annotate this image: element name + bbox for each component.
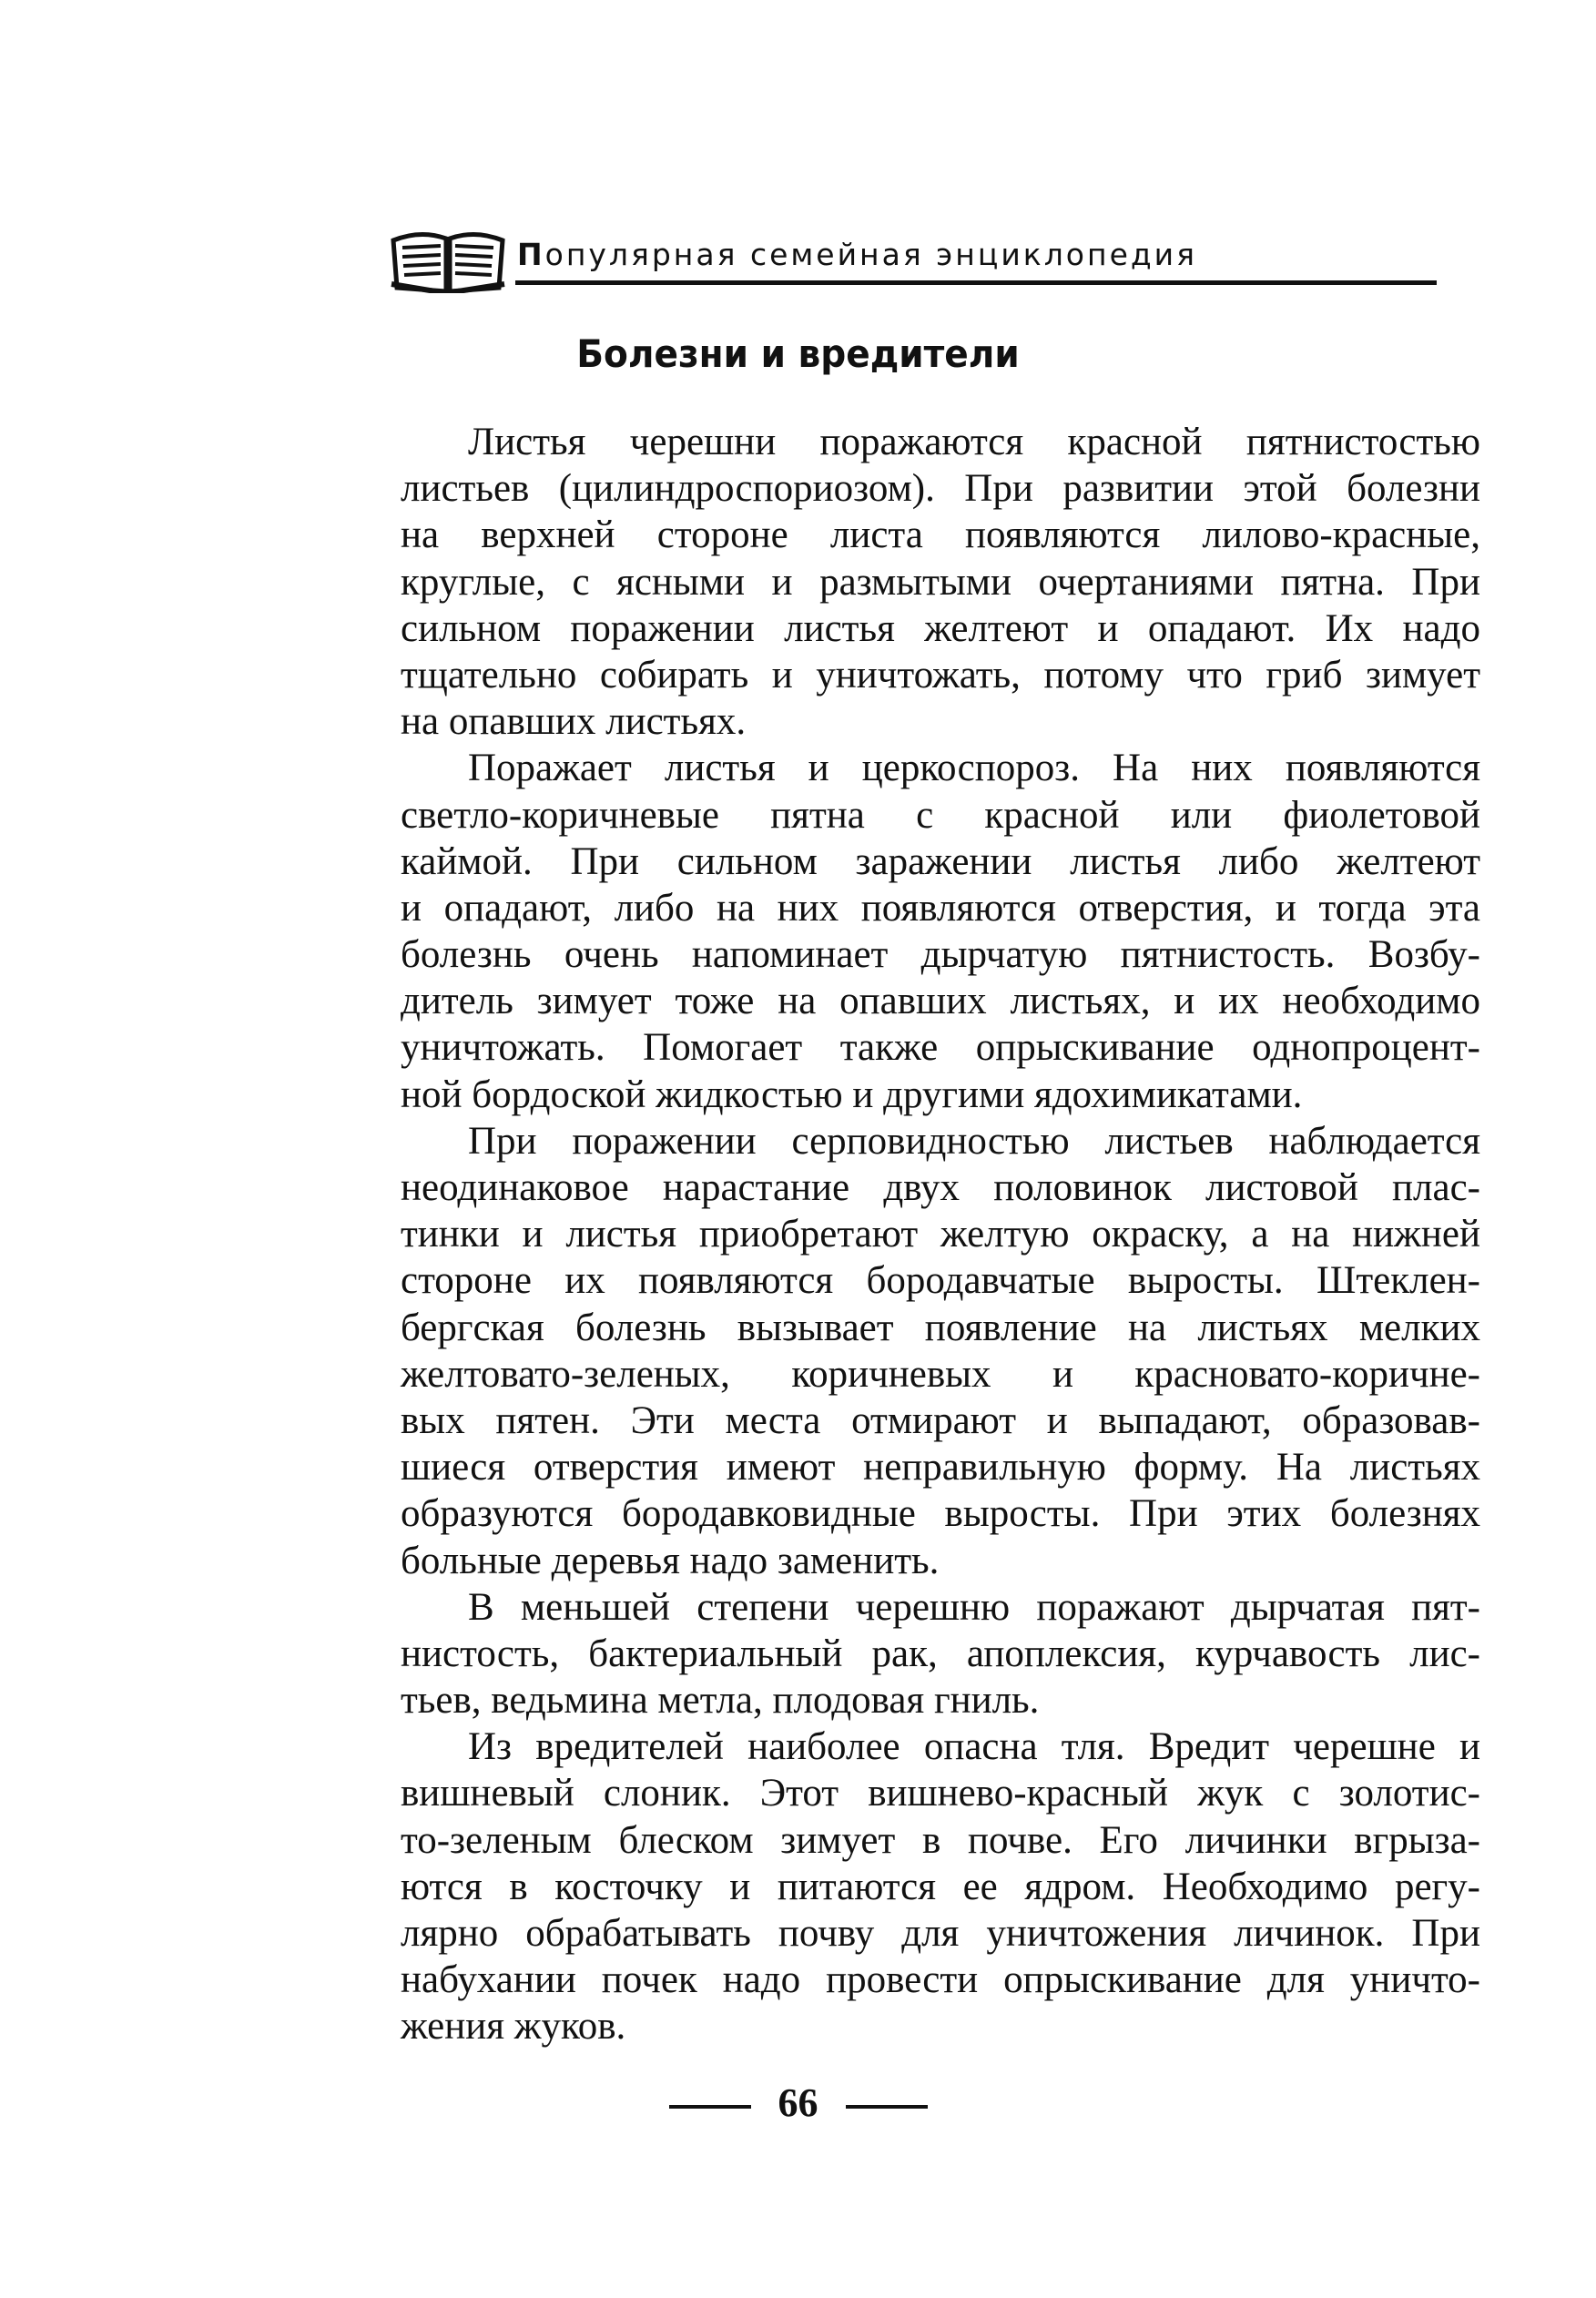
text-line: вых пятен. Эти места отмирают и выпадают, образовав-: [401, 1398, 1480, 1442]
page-footer: [0, 2079, 1596, 2126]
text-line: В меньшей степени черешню поражают дырчатая пят-: [468, 1585, 1480, 1629]
text-line: Поражает листья и церкоспороз. На них появляются: [468, 747, 1480, 790]
text-line: лярно обрабатывать почву для уничтожения личинок. При: [401, 1912, 1480, 1955]
footer-dash-left: [669, 2105, 751, 2109]
text-line: тщательно собирать и уничтожать, потому что гриб зимует: [401, 653, 1480, 697]
open-book-icon: [390, 228, 506, 293]
running-header: [390, 224, 1437, 297]
text-line: неодинаковое нарастание двух половинок листовой плас-: [401, 1166, 1480, 1209]
text-line: тьев, ведьмина метла, плодовая гниль.: [401, 1679, 1040, 1723]
page-number: 66: [778, 2080, 818, 2125]
text-line: желтовато-зеленых, коричневых и красновато-коричне-: [401, 1352, 1480, 1396]
text-line: тинки и листья приобретают желтую окраску, а на нижней: [401, 1213, 1480, 1256]
text-line: бергская болезнь вызывает появление на листьях мелких: [401, 1306, 1480, 1349]
paragraph: [401, 1584, 1480, 1724]
text-line: круглые, с ясными и размытыми очертаниями пятна. При: [401, 560, 1480, 604]
text-line: образуются бородавковидные выросты. При этих болезнях: [401, 1492, 1480, 1536]
text-line: Листья черешни поражаются красной пятнистостью: [468, 421, 1480, 463]
text-line: вишневый слоник. Этот вишнево-красный жук с золотис-: [401, 1772, 1480, 1815]
header-rule: [515, 280, 1437, 285]
text-line: ются в косточку и питаются ее ядром. Необходимо регу-: [401, 1865, 1480, 1908]
text-line: стороне их появляются бородавчатые выросты. Штеклен-: [401, 1259, 1480, 1303]
paragraph: [401, 419, 1480, 745]
text-line: шиеся отверстия имеют неправильную форму. На листьях: [401, 1446, 1480, 1490]
text-line: то-зеленым блеском зимует в почве. Его личинки вгрыза-: [401, 1818, 1480, 1862]
text-line: сильном поражении листья желтеют и опадают. Их надо: [401, 606, 1480, 650]
body-text: [401, 419, 1480, 2050]
text-line: и опадают, либо на них появляются отверстия, и тогда эта: [401, 886, 1480, 930]
text-line: уничтожать. Помогает также опрыскивание однопроцент-: [401, 1026, 1480, 1070]
text-line: дитель зимует тоже на опавших листьях, и их необходимо: [401, 980, 1480, 1023]
footer-dash-right: [846, 2105, 928, 2109]
section-title: Болезни и вредители: [576, 331, 1020, 376]
text-line: Из вредителей наиболее опасна тля. Вредит черешне и: [468, 1725, 1480, 1769]
paragraph: [401, 1118, 1480, 1584]
text-line: на опавших листьях.: [401, 700, 747, 744]
text-line: на верхней стороне листа появляются лилово-красные,: [401, 513, 1480, 557]
text-line: листьев (цилиндроспориозом). При развитии этой болезни: [401, 467, 1480, 511]
text-line: больные деревья надо заменить.: [401, 1539, 940, 1582]
text-line: набухании почек надо провести опрыскивание для уничто-: [401, 1958, 1480, 2002]
text-line: жения жуков.: [401, 2005, 626, 2049]
text-line: нистость, бактериальный рак, апоплексия, курчавость лис-: [401, 1632, 1480, 1675]
text-line: ной бордоской жидкостью и другими ядохимикатами.: [401, 1073, 1303, 1116]
paragraph: [401, 1724, 1480, 2049]
running-title: Популярная семейная энциклопедия: [517, 237, 1197, 272]
text-line: болезнь очень напоминает дырчатую пятнистость. Возбу-: [401, 933, 1480, 977]
paragraph: [401, 745, 1480, 1118]
text-line: При поражении серповидностью листьев наблюдается: [468, 1119, 1480, 1163]
text-line: светло-коричневые пятна с красной или фиолетовой: [401, 793, 1480, 837]
text-line: каймой. При сильном заражении листья либо желтеют: [401, 839, 1480, 883]
